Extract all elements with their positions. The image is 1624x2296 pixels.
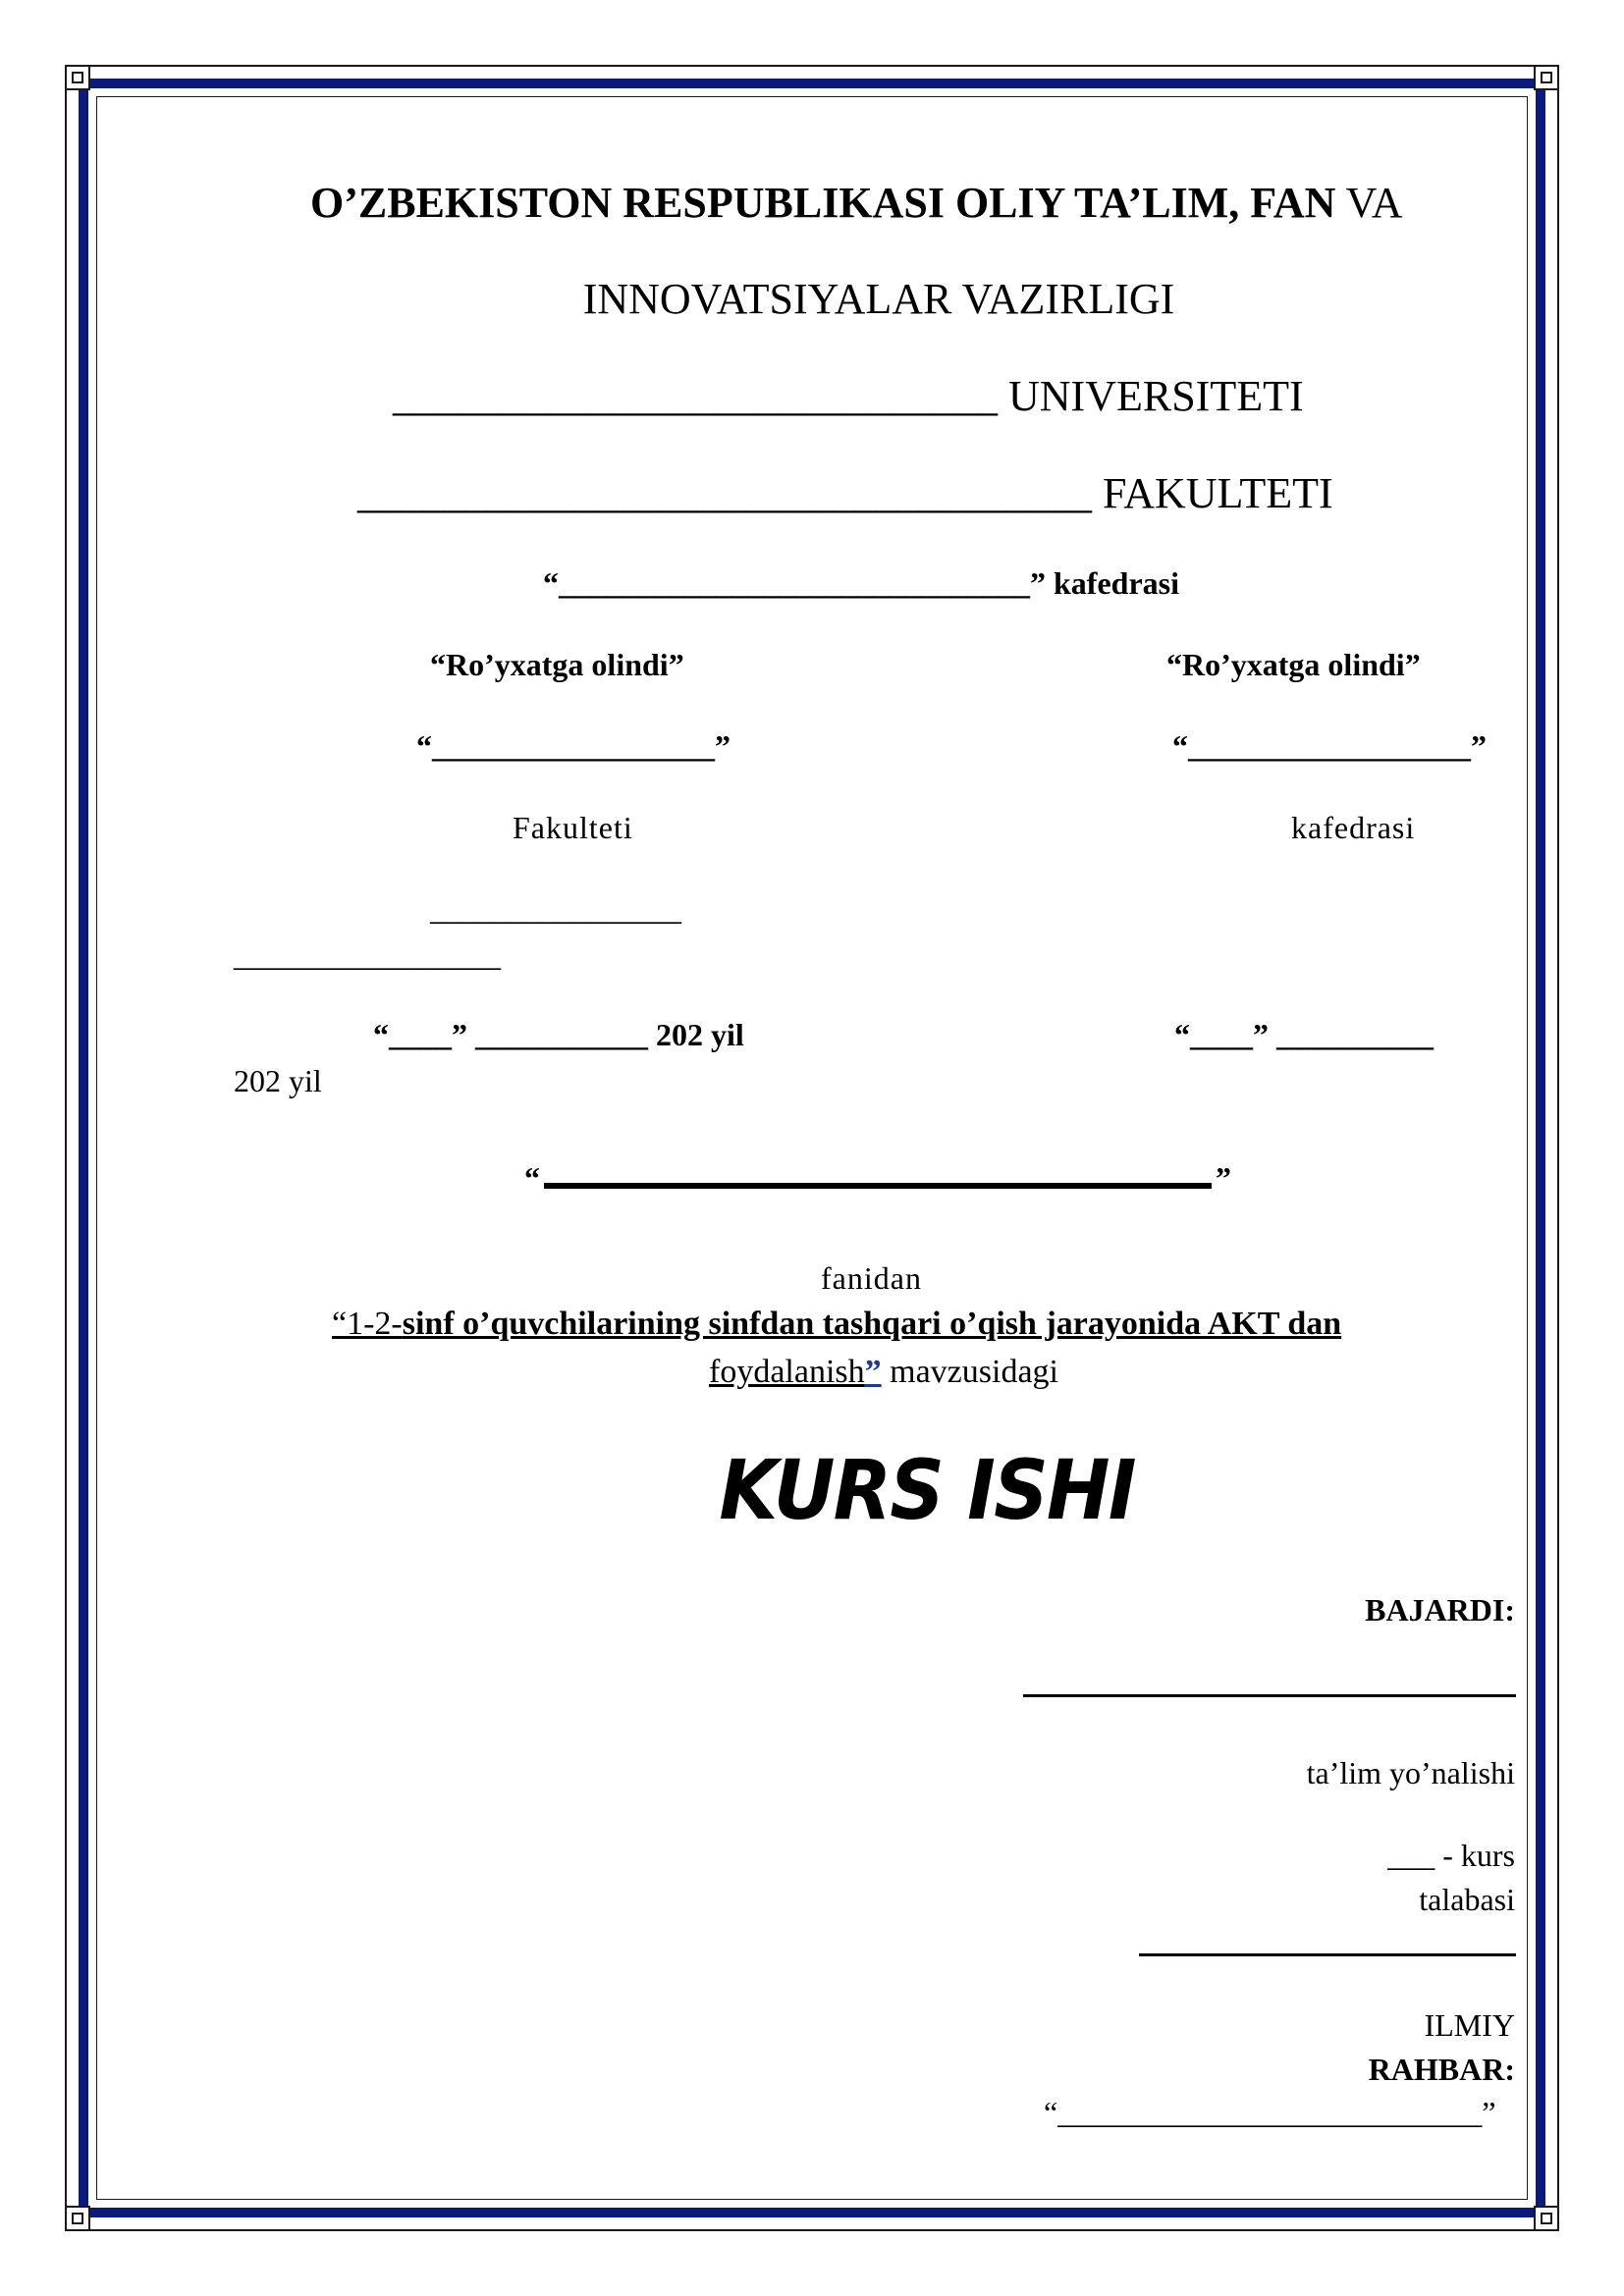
ministry-title-bold: O’ZBEKISTON RESPUBLIKASI OLIY TA’LIM, FAN	[310, 179, 1336, 227]
topic-close-quote: ”	[864, 1354, 882, 1390]
approval-right-label: kafedrasi	[1291, 810, 1416, 845]
student-name-line	[1023, 1694, 1516, 1697]
talabasi-label: talabasi	[1419, 1882, 1515, 1917]
approval-left-sign-line-wrapped: _________________	[234, 937, 501, 973]
frame-corner-ornament-icon	[65, 65, 90, 90]
approval-left-blank: “__________________”	[416, 728, 731, 764]
topic-line2	[709, 1356, 1058, 1389]
subject-name-blank	[524, 1162, 1231, 1194]
kurs-label: ___ - kurs	[1387, 1838, 1515, 1873]
frame-corner-ornament-icon	[1534, 65, 1559, 90]
ministry-title-tail: VA	[1335, 179, 1403, 227]
approval-right-title: “Ro’yxatga olindi”	[1166, 647, 1421, 682]
approval-right-blank: “__________________”	[1172, 728, 1487, 764]
ministry-title-line2: INNOVATSIYALAR VAZIRLIGI	[582, 275, 1175, 323]
approval-left-sign-line: ________________	[430, 891, 681, 927]
approval-right-date-year: 202 yil	[234, 1063, 322, 1098]
department-line: “______________________________” kafedrasi	[543, 565, 1179, 601]
university-line: ____________________________ UNIVERSITETI	[393, 372, 1304, 420]
talim-label: ta’lim yo’nalishi	[1306, 1755, 1515, 1790]
topic-prefix: “1-2-	[332, 1306, 403, 1342]
fanidan-label: fanidan	[821, 1260, 922, 1296]
bajardi-label: BAJARDI:	[1365, 1592, 1515, 1628]
subject-open-quote: “	[524, 1160, 540, 1196]
document-title: KURS ISHI	[719, 1442, 1135, 1538]
approval-right-date: “____” __________	[1174, 1017, 1434, 1052]
faculty-line: __________________________________ FAKULTETI	[357, 469, 1333, 517]
subject-close-quote: ”	[1216, 1160, 1231, 1196]
subject-name-line	[544, 1182, 1212, 1189]
approval-left-title: “Ro’yxatga olindi”	[430, 647, 684, 682]
rahbar-label: RAHBAR:	[1368, 2052, 1515, 2087]
frame-corner-ornament-icon	[65, 2206, 90, 2231]
rahbar-name-blank: “___________________________”	[1044, 2095, 1496, 2130]
topic-line1	[332, 1308, 1341, 1341]
topic-underlined-word: foydalanish	[709, 1354, 865, 1390]
topic-tail: mavzusidagi	[881, 1354, 1058, 1390]
student-sign-line	[1139, 1953, 1516, 1956]
approval-left-label: Fakulteti	[513, 810, 633, 845]
approval-left-date: “____” ___________ 202 yil	[373, 1017, 744, 1052]
ilmiy-label: ILMIY	[1424, 2007, 1515, 2043]
topic-bold-text: sinf o’quvchilarining sinfdan tashqari o’qish jarayonida AKT dan	[402, 1306, 1342, 1342]
ministry-title-line1	[310, 179, 1403, 227]
frame-corner-ornament-icon	[1534, 2206, 1559, 2231]
